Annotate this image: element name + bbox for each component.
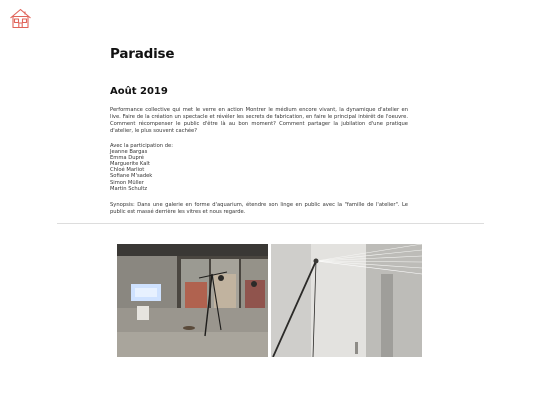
- participants-intro: Avec la participation de:: [110, 143, 173, 149]
- project-date: Août 2019: [110, 86, 168, 97]
- project-description: Performance collective qui met le verre en action Montrer le médium encore vivant, la dynamique d'atelier en live. Faire de la création un spectacle et révéler les secrets de fabrication, en faire le principal intérêt de l'oeuvre. Comment récompenser le public d'être là au bon moment? Comment partager la jubilation d'une pratique d'atelier, le plus souvent cachée?: [110, 107, 408, 134]
- participant-name: Marguerite Kalt: [110, 161, 150, 168]
- participants-list: [110, 143, 173, 192]
- home-link[interactable]: [9, 8, 32, 29]
- participant-name: Martin Schultz: [110, 185, 148, 192]
- line-installation-photo[interactable]: [271, 244, 422, 357]
- gallery-room-photo[interactable]: [117, 244, 268, 357]
- page-title: Paradise: [110, 46, 175, 62]
- section-divider: [57, 223, 484, 224]
- house-icon: [9, 8, 32, 29]
- participant-name: Sofiane M'sadek: [110, 173, 153, 180]
- participant-name: Chloé Marliot: [110, 167, 145, 174]
- participant-name: Jeanne Bargas: [110, 149, 148, 156]
- project-synopsis: Synopsis: Dans une galerie en forme d'aquarium, étendre son linge en public avec la "famille de l'atelier". Le public est massé derrière les vitres et nous regarde.: [110, 202, 408, 215]
- participant-name: Emma Dupré: [110, 155, 144, 162]
- participant-name: Simon Müller: [110, 179, 144, 186]
